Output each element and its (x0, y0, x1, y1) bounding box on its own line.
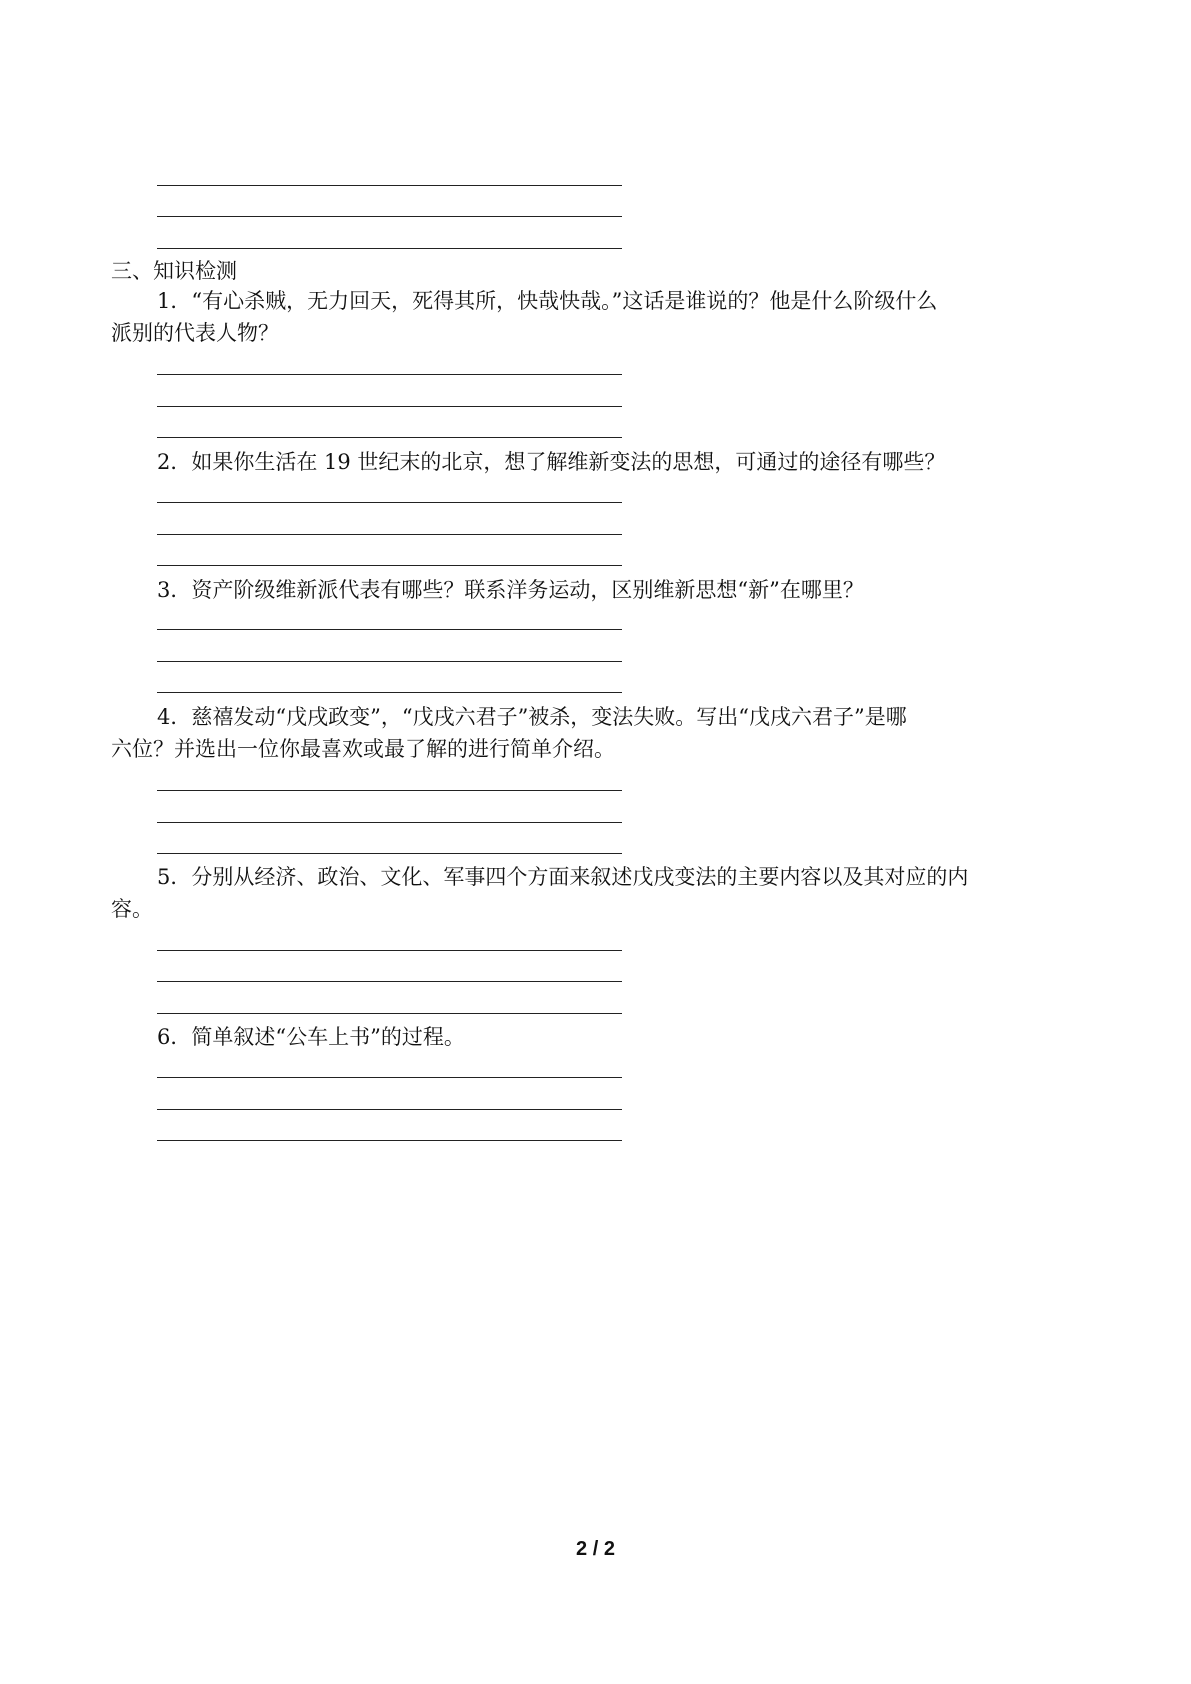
answer-line (157, 1013, 622, 1014)
question-2-text: 2．如果你生活在 19 世纪末的北京，想了解维新变法的思想，可通过的途径有哪些？ (157, 450, 946, 474)
question-4-text-cont: 六位？并选出一位你最喜欢或最了解的进行简单介绍。 (111, 737, 615, 761)
answer-line (157, 950, 622, 951)
question-6-text: 6．简单叙述“公车上书”的过程。 (157, 1025, 465, 1049)
page-number: 2 / 2 (576, 1538, 615, 1560)
question-4-text: 4．慈禧发动“戊戌政变”，“戊戌六君子”被杀，变法失败。写出“戊戌六君子”是哪 (157, 705, 907, 729)
answer-line (157, 534, 622, 535)
answer-line (157, 822, 622, 823)
answer-line (157, 502, 622, 503)
question-5-text: 5．分别从经济、政治、文化、军事四个方面来叙述戊戌变法的主要内容以及其对应的内 (157, 865, 969, 889)
question-5-text-cont: 容。 (111, 897, 153, 921)
answer-line (157, 629, 622, 630)
answer-line (157, 1077, 622, 1078)
answer-line (157, 1109, 622, 1110)
question-1-text-cont: 派别的代表人物？ (111, 321, 279, 345)
answer-line (157, 248, 622, 249)
answer-line (157, 981, 622, 982)
question-3-text: 3．资产阶级维新派代表有哪些？联系洋务运动，区别维新思想“新”在哪里？ (157, 578, 864, 602)
answer-line (157, 661, 622, 662)
answer-line (157, 437, 622, 438)
answer-line (157, 692, 622, 693)
answer-line (157, 1140, 622, 1141)
answer-line (157, 406, 622, 407)
question-1-text: 1．“有心杀贼，无力回天，死得其所，快哉快哉。”这话是谁说的？他是什么阶级什么 (157, 289, 938, 313)
answer-line (157, 853, 622, 854)
answer-line (157, 374, 622, 375)
answer-line (157, 790, 622, 791)
section-title: 三、知识检测 (111, 259, 237, 283)
answer-line (157, 185, 622, 186)
answer-line (157, 216, 622, 217)
answer-line (157, 565, 622, 566)
